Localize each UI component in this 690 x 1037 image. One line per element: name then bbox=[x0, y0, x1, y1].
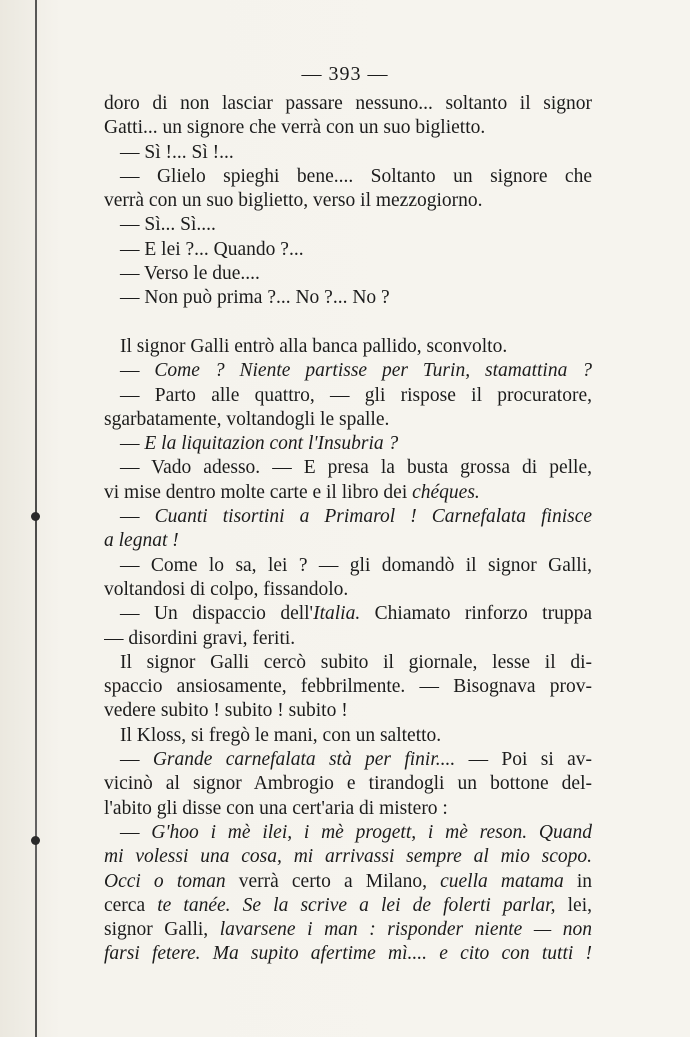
text-line bbox=[104, 772, 592, 796]
binding-edge bbox=[28, 0, 42, 1037]
text-line bbox=[104, 141, 592, 165]
text-line bbox=[104, 432, 592, 456]
italic-text: Occi o toman bbox=[104, 870, 226, 892]
text-segment: — Vado adesso. — E presa la busta grossa di pelle, bbox=[120, 457, 592, 479]
italic-text: Come ? Niente partisse per Turin, stamattina ? bbox=[154, 360, 592, 382]
italic-text: Cuanti tisortini a Primarol ! Carnefalata finisce bbox=[154, 506, 592, 528]
text-segment: signor Galli, bbox=[104, 919, 220, 941]
text-segment: Gatti... un signore che verrà con un suo biglietto. bbox=[104, 117, 486, 139]
text-line bbox=[104, 286, 592, 310]
text-line bbox=[104, 456, 592, 480]
italic-text: Grande carnefalata stà per finir.... bbox=[152, 749, 456, 771]
italic-text: farsi fetere. Ma supito afertime mì.... e cito con tutti ! bbox=[104, 943, 592, 965]
text-segment: — Un dispaccio dell' bbox=[120, 603, 314, 625]
text-segment: voltandosi di colpo, fissandolo. bbox=[104, 578, 349, 600]
text-segment: in bbox=[563, 870, 592, 892]
text-segment: l'abito gli disse con una cert'aria di mistero : bbox=[104, 797, 448, 819]
text-line bbox=[104, 408, 592, 432]
text-line bbox=[104, 529, 592, 553]
text-segment: Il Kloss, si fregò le mani, con un saltetto. bbox=[120, 724, 442, 746]
text-segment: — bbox=[120, 433, 145, 455]
text-line bbox=[104, 554, 592, 578]
italic-text: lavarsene i man : risponder niente — non bbox=[219, 919, 592, 941]
text-line bbox=[104, 870, 592, 894]
text-segment: Il signor Galli cercò subito il giornale, lesse il di- bbox=[120, 651, 592, 673]
italic-text: G'hoo i mè ilei, i mè progett, i mè reson. Quand bbox=[151, 821, 592, 843]
text-line bbox=[104, 845, 592, 869]
text-line bbox=[104, 262, 592, 286]
text-segment: sgarbatamente, voltandogli le spalle. bbox=[104, 408, 390, 430]
page-number: — 393 — bbox=[301, 63, 389, 85]
text-segment: vi mise dentro molte carte e il libro dei bbox=[104, 481, 413, 503]
text-segment: — bbox=[120, 821, 152, 843]
text-segment: — Non può prima ?... No ?... No ? bbox=[120, 287, 390, 309]
text-line bbox=[104, 505, 592, 529]
text-line bbox=[104, 481, 592, 505]
text-segment: — E lei ?... Quando ?... bbox=[120, 238, 304, 260]
text-segment: verrà certo a Milano, bbox=[225, 870, 441, 892]
text-line bbox=[104, 651, 592, 675]
text-segment: — disordini gravi, feriti. bbox=[104, 627, 296, 649]
text-segment: — Verso le due.... bbox=[120, 263, 260, 285]
text-segment: — Come lo sa, lei ? — gli domandò il signor Galli, bbox=[120, 554, 592, 576]
binding-mark bbox=[31, 836, 40, 845]
text-line bbox=[104, 675, 592, 699]
text-line bbox=[104, 578, 592, 602]
text-line bbox=[104, 894, 592, 918]
text-segment: Il signor Galli entrò alla banca pallido, sconvolto. bbox=[120, 335, 508, 357]
text-line bbox=[104, 942, 592, 966]
text-segment: verrà con un suo biglietto, verso il mezzogiorno. bbox=[104, 190, 483, 212]
text-line bbox=[104, 189, 592, 213]
text-line bbox=[104, 724, 592, 748]
text-segment: — bbox=[120, 506, 155, 528]
text-line bbox=[104, 797, 592, 821]
italic-text: chéques. bbox=[412, 481, 480, 503]
text-line bbox=[104, 116, 592, 140]
text-line bbox=[104, 238, 592, 262]
italic-text: mi volessi una cosa, mi arrivassi sempre al mio scopo. bbox=[104, 846, 592, 868]
text-line bbox=[104, 213, 592, 237]
text-segment: — Glielo spieghi bene.... Soltanto un signore che bbox=[120, 165, 592, 187]
text-segment: doro di non lasciar passare nessuno... soltanto il signor bbox=[104, 93, 592, 114]
italic-text: cuella matama bbox=[440, 870, 564, 892]
text-line bbox=[104, 627, 592, 651]
text-segment: lei, bbox=[555, 894, 592, 916]
text-line bbox=[104, 92, 592, 116]
text-segment: — bbox=[120, 749, 153, 771]
text-line bbox=[104, 821, 592, 845]
text-segment: spaccio ansiosamente, febbrilmente. — Bisognava prov- bbox=[104, 676, 592, 698]
text-line bbox=[104, 699, 592, 723]
text-segment: — Poi si av- bbox=[455, 749, 592, 771]
italic-text: Italia. bbox=[313, 603, 361, 625]
text-line bbox=[104, 602, 592, 626]
italic-text: a legnat ! bbox=[104, 530, 179, 552]
italic-text: te tanée. Se la scrive a lei de folerti parlar, bbox=[157, 894, 556, 916]
text-segment: — Parto alle quattro, — gli rispose il procuratore, bbox=[120, 384, 592, 406]
text-line bbox=[104, 918, 592, 942]
binding-mark bbox=[31, 512, 40, 521]
text-segment: — Sì... Sì.... bbox=[120, 214, 216, 236]
text-segment: vedere subito ! subito ! subito ! bbox=[104, 700, 348, 722]
text-segment: cerca bbox=[104, 894, 158, 916]
text-line bbox=[104, 384, 592, 408]
text-line bbox=[104, 335, 592, 359]
text-line bbox=[104, 748, 592, 772]
text-segment: Chiamato rinforzo truppa bbox=[360, 603, 592, 625]
text-segment: — Sì !... Sì !... bbox=[120, 141, 234, 163]
text-line bbox=[104, 359, 592, 383]
text-segment: — bbox=[120, 360, 155, 382]
text-line bbox=[104, 311, 592, 335]
text-body bbox=[104, 92, 592, 967]
italic-text: E la liquitazion cont l'Insubria ? bbox=[144, 433, 399, 455]
text-segment: vicinò al signor Ambrogio e tirandogli un bottone del- bbox=[104, 773, 592, 795]
text-line bbox=[104, 165, 592, 189]
